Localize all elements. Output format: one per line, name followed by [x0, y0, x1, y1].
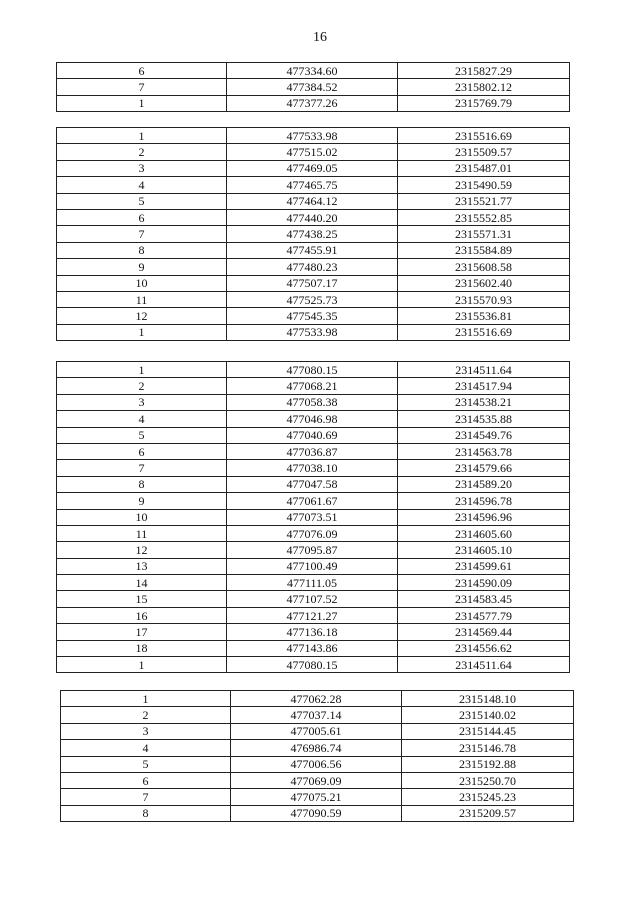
table-row — [57, 640, 570, 656]
x-coordinate-cell: 477469.05 — [227, 160, 398, 176]
y-coordinate-cell: 2314538.21 — [398, 394, 570, 410]
coordinate-table-2 — [56, 127, 570, 341]
x-coordinate-cell: 477095.87 — [227, 542, 398, 558]
y-coordinate-cell: 2314605.10 — [398, 542, 570, 558]
table-row — [57, 308, 570, 324]
point-number-cell: 1 — [57, 128, 227, 144]
x-coordinate-cell: 477533.98 — [227, 128, 398, 144]
y-coordinate-cell: 2315148.10 — [402, 691, 574, 707]
point-number-cell: 3 — [61, 723, 231, 739]
x-coordinate-cell: 477533.98 — [227, 324, 398, 340]
x-coordinate-cell: 477384.52 — [227, 79, 398, 95]
table-row — [57, 607, 570, 623]
x-coordinate-cell: 477455.91 — [227, 242, 398, 258]
y-coordinate-cell: 2314569.44 — [398, 624, 570, 640]
x-coordinate-cell: 477058.38 — [227, 394, 398, 410]
x-coordinate-cell: 477111.05 — [227, 575, 398, 591]
table-row — [57, 394, 570, 410]
y-coordinate-cell: 2315140.02 — [402, 707, 574, 723]
x-coordinate-cell: 477040.69 — [227, 427, 398, 443]
point-number-cell: 7 — [57, 79, 227, 95]
y-coordinate-cell: 2314590.09 — [398, 575, 570, 591]
point-number-cell: 12 — [57, 542, 227, 558]
table-row — [57, 509, 570, 525]
table-row — [57, 575, 570, 591]
y-coordinate-cell: 2315192.88 — [402, 756, 574, 772]
point-number-cell: 5 — [57, 427, 227, 443]
y-coordinate-cell: 2314563.78 — [398, 443, 570, 459]
point-number-cell: 4 — [61, 740, 231, 756]
table-row — [57, 624, 570, 640]
x-coordinate-cell: 477076.09 — [227, 525, 398, 541]
point-number-cell: 7 — [57, 460, 227, 476]
page-number: 16 — [313, 30, 327, 45]
x-coordinate-cell: 477061.67 — [227, 493, 398, 509]
y-coordinate-cell: 2315570.93 — [398, 291, 570, 307]
point-number-cell: 8 — [61, 805, 231, 821]
y-coordinate-cell: 2314511.64 — [398, 657, 570, 673]
y-coordinate-cell: 2315490.59 — [398, 177, 570, 193]
x-coordinate-cell: 477438.25 — [227, 226, 398, 242]
point-number-cell: 9 — [57, 493, 227, 509]
table-row — [57, 128, 570, 144]
y-coordinate-cell: 2314583.45 — [398, 591, 570, 607]
point-number-cell: 8 — [57, 476, 227, 492]
table-row — [61, 772, 574, 788]
y-coordinate-cell: 2314549.76 — [398, 427, 570, 443]
table-row — [57, 460, 570, 476]
x-coordinate-cell: 477121.27 — [227, 607, 398, 623]
table-row — [57, 657, 570, 673]
x-coordinate-cell: 477068.21 — [227, 378, 398, 394]
x-coordinate-cell: 477038.10 — [227, 460, 398, 476]
x-coordinate-cell: 477036.87 — [227, 443, 398, 459]
point-number-cell: 2 — [57, 144, 227, 160]
y-coordinate-cell: 2315209.57 — [402, 805, 574, 821]
table-row — [57, 378, 570, 394]
table-row — [57, 259, 570, 275]
table-row — [57, 362, 570, 378]
table-row — [57, 525, 570, 541]
coordinate-table-1 — [56, 62, 570, 112]
table-row — [61, 707, 574, 723]
point-number-cell: 15 — [57, 591, 227, 607]
x-coordinate-cell: 477006.56 — [231, 756, 402, 772]
y-coordinate-cell: 2315516.69 — [398, 128, 570, 144]
point-number-cell: 12 — [57, 308, 227, 324]
x-coordinate-cell: 477100.49 — [227, 558, 398, 574]
table-row — [57, 291, 570, 307]
x-coordinate-cell: 477515.02 — [227, 144, 398, 160]
point-number-cell: 7 — [61, 789, 231, 805]
table-row — [57, 242, 570, 258]
x-coordinate-cell: 477545.35 — [227, 308, 398, 324]
point-number-cell: 11 — [57, 525, 227, 541]
table-row — [57, 209, 570, 225]
x-coordinate-cell: 477062.28 — [231, 691, 402, 707]
y-coordinate-cell: 2315521.77 — [398, 193, 570, 209]
x-coordinate-cell: 477525.73 — [227, 291, 398, 307]
x-coordinate-cell: 477136.18 — [227, 624, 398, 640]
y-coordinate-cell: 2315571.31 — [398, 226, 570, 242]
x-coordinate-cell: 477377.26 — [227, 95, 398, 111]
point-number-cell: 17 — [57, 624, 227, 640]
table-row — [57, 476, 570, 492]
point-number-cell: 1 — [57, 657, 227, 673]
point-number-cell: 1 — [57, 362, 227, 378]
point-number-cell: 16 — [57, 607, 227, 623]
table-row — [57, 95, 570, 111]
point-number-cell: 1 — [61, 691, 231, 707]
y-coordinate-cell: 2314596.78 — [398, 493, 570, 509]
x-coordinate-cell: 477073.51 — [227, 509, 398, 525]
y-coordinate-cell: 2315608.58 — [398, 259, 570, 275]
point-number-cell: 10 — [57, 275, 227, 291]
y-coordinate-cell: 2315250.70 — [402, 772, 574, 788]
y-coordinate-cell: 2314517.94 — [398, 378, 570, 394]
y-coordinate-cell: 2315146.78 — [402, 740, 574, 756]
y-coordinate-cell: 2315584.89 — [398, 242, 570, 258]
point-number-cell: 5 — [57, 193, 227, 209]
table-row — [57, 275, 570, 291]
x-coordinate-cell: 477480.23 — [227, 259, 398, 275]
y-coordinate-cell: 2314511.64 — [398, 362, 570, 378]
y-coordinate-cell: 2314577.79 — [398, 607, 570, 623]
point-number-cell: 4 — [57, 177, 227, 193]
table-row — [57, 558, 570, 574]
y-coordinate-cell: 2314596.96 — [398, 509, 570, 525]
table-row — [57, 177, 570, 193]
x-coordinate-cell: 477090.59 — [231, 805, 402, 821]
table-row — [61, 740, 574, 756]
table-row — [57, 427, 570, 443]
point-number-cell: 14 — [57, 575, 227, 591]
x-coordinate-cell: 476986.74 — [231, 740, 402, 756]
point-number-cell: 6 — [61, 772, 231, 788]
table-row — [57, 160, 570, 176]
table-row — [57, 411, 570, 427]
y-coordinate-cell: 2315487.01 — [398, 160, 570, 176]
y-coordinate-cell: 2314579.66 — [398, 460, 570, 476]
x-coordinate-cell: 477069.09 — [231, 772, 402, 788]
x-coordinate-cell: 477037.14 — [231, 707, 402, 723]
x-coordinate-cell: 477334.60 — [227, 63, 398, 79]
y-coordinate-cell: 2315602.40 — [398, 275, 570, 291]
point-number-cell: 6 — [57, 443, 227, 459]
x-coordinate-cell: 477464.12 — [227, 193, 398, 209]
point-number-cell: 18 — [57, 640, 227, 656]
table-row — [57, 193, 570, 209]
table-row — [57, 63, 570, 79]
table-row — [61, 756, 574, 772]
table-row — [57, 591, 570, 607]
x-coordinate-cell: 477507.17 — [227, 275, 398, 291]
x-coordinate-cell: 477080.15 — [227, 362, 398, 378]
x-coordinate-cell: 477075.21 — [231, 789, 402, 805]
point-number-cell: 3 — [57, 394, 227, 410]
table-row — [61, 789, 574, 805]
y-coordinate-cell: 2315245.23 — [402, 789, 574, 805]
point-number-cell: 11 — [57, 291, 227, 307]
table-row — [57, 542, 570, 558]
x-coordinate-cell: 477440.20 — [227, 209, 398, 225]
table-row — [61, 805, 574, 821]
table-row — [57, 79, 570, 95]
table-row — [57, 226, 570, 242]
table-row — [61, 723, 574, 739]
point-number-cell: 1 — [57, 95, 227, 111]
point-number-cell: 2 — [61, 707, 231, 723]
point-number-cell: 9 — [57, 259, 227, 275]
table-row — [57, 144, 570, 160]
point-number-cell: 6 — [57, 209, 227, 225]
y-coordinate-cell: 2314589.20 — [398, 476, 570, 492]
table-row — [57, 443, 570, 459]
x-coordinate-cell: 477080.15 — [227, 657, 398, 673]
table-row — [61, 691, 574, 707]
point-number-cell: 8 — [57, 242, 227, 258]
point-number-cell: 5 — [61, 756, 231, 772]
y-coordinate-cell: 2314605.60 — [398, 525, 570, 541]
x-coordinate-cell: 477047.58 — [227, 476, 398, 492]
coordinate-table-4 — [60, 690, 574, 822]
table-row — [57, 324, 570, 340]
x-coordinate-cell: 477046.98 — [227, 411, 398, 427]
y-coordinate-cell: 2315827.29 — [398, 63, 570, 79]
point-number-cell: 13 — [57, 558, 227, 574]
point-number-cell: 10 — [57, 509, 227, 525]
point-number-cell: 2 — [57, 378, 227, 394]
y-coordinate-cell: 2314599.61 — [398, 558, 570, 574]
point-number-cell: 6 — [57, 63, 227, 79]
y-coordinate-cell: 2315769.79 — [398, 95, 570, 111]
x-coordinate-cell: 477005.61 — [231, 723, 402, 739]
y-coordinate-cell: 2315516.69 — [398, 324, 570, 340]
y-coordinate-cell: 2315509.57 — [398, 144, 570, 160]
x-coordinate-cell: 477143.86 — [227, 640, 398, 656]
y-coordinate-cell: 2315552.85 — [398, 209, 570, 225]
point-number-cell: 4 — [57, 411, 227, 427]
x-coordinate-cell: 477107.52 — [227, 591, 398, 607]
table-row — [57, 493, 570, 509]
point-number-cell: 7 — [57, 226, 227, 242]
point-number-cell: 1 — [57, 324, 227, 340]
y-coordinate-cell: 2315802.12 — [398, 79, 570, 95]
point-number-cell: 3 — [57, 160, 227, 176]
y-coordinate-cell: 2314535.88 — [398, 411, 570, 427]
x-coordinate-cell: 477465.75 — [227, 177, 398, 193]
coordinate-table-3 — [56, 361, 570, 673]
y-coordinate-cell: 2314556.62 — [398, 640, 570, 656]
y-coordinate-cell: 2315144.45 — [402, 723, 574, 739]
y-coordinate-cell: 2315536.81 — [398, 308, 570, 324]
